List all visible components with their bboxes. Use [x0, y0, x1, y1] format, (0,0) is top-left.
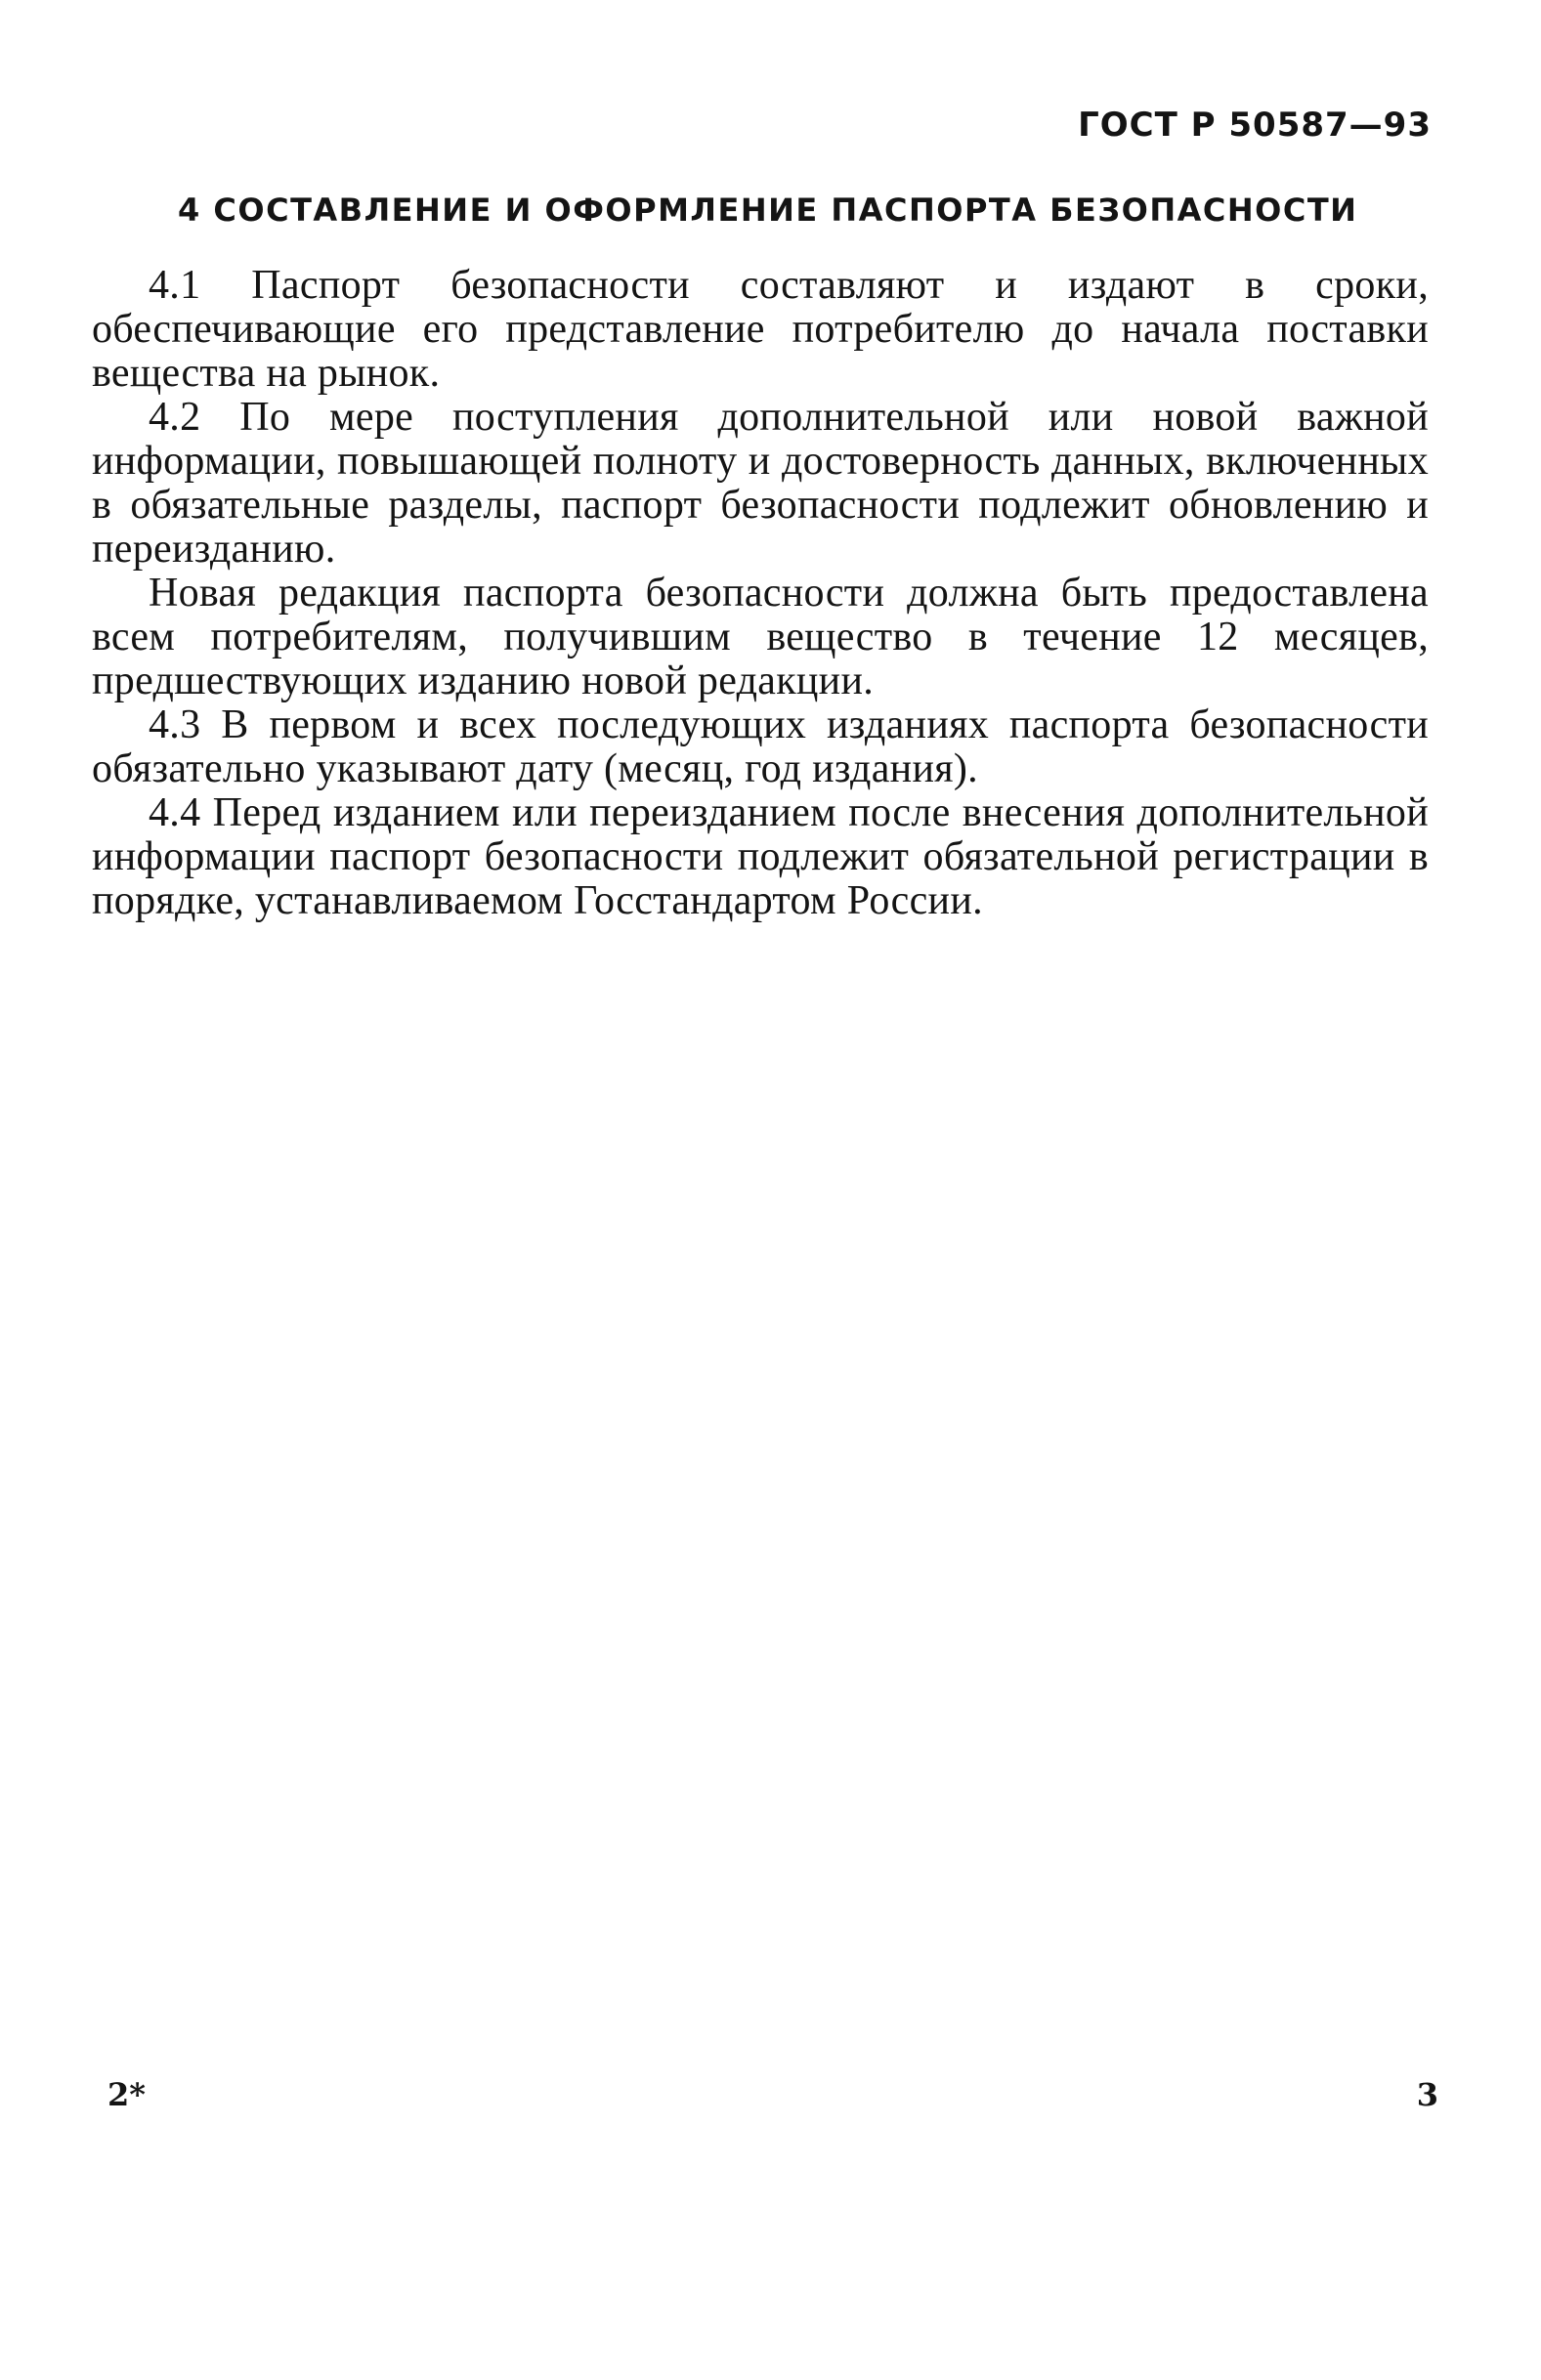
section-body — [92, 264, 1429, 923]
paragraph-4-4: 4.4 Перед изданием или переизданием после внесения дополнительной информации паспорт безопасности подлежит обязательной регистрации в порядке, устанавливаемом Госстандартом России. — [92, 790, 1429, 923]
paragraph-new-edition: Новая редакция паспорта безопасности должна быть предоставлена всем потребителям, получившим вещество в течение 12 месяцев, предшествующих изданию новой редакции. — [92, 571, 1429, 703]
standard-code-header: ГОСТ Р 50587—93 — [1078, 106, 1432, 145]
section-title: 4 СОСТАВЛЕНИЕ И ОФОРМЛЕНИЕ ПАСПОРТА БЕЗОПАСНОСТИ — [178, 191, 1358, 229]
paragraph-4-2: 4.2 По мере поступления дополнительной или новой важной информации, повышающей полноту и достоверность данных, включенных в обязательные разделы, паспорт безопасности подлежит обновлению и переизданию. — [92, 395, 1429, 572]
paragraph-4-3: 4.3 В первом и всех последующих изданиях паспорта безопасности обязательно указывают дату (месяц, год издания). — [92, 702, 1429, 791]
page-number: 3 — [1416, 2076, 1438, 2113]
paragraph-4-1: 4.1 Паспорт безопасности составляют и издают в сроки, обеспечивающие его представление потребителю до начала поставки вещества на рынок. — [92, 263, 1429, 396]
signature-mark: 2* — [107, 2076, 146, 2113]
